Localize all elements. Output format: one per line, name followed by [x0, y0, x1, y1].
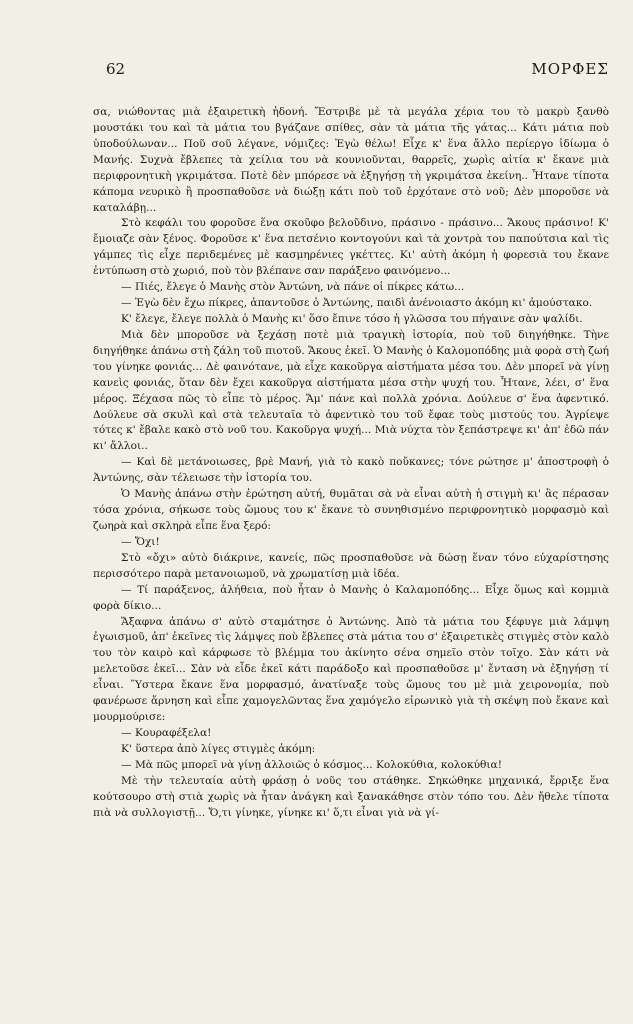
- dialogue-line: — Καὶ δὲ μετάνοιωσες, βρὲ Μανή, γιὰ τὸ κακὸ ποὔκανες; τόνε ρώτησε μ' ἀποστροφὴ ὁ Ἀντώνης, σὰν τέλειωσε τὴν ἱστορία του.: [93, 456, 609, 485]
- paragraph: Κ' ὕστερα ἀπὸ λίγες στιγμὲς ἀκόμη:: [121, 742, 316, 755]
- paragraph: Μιὰ δὲν μποροῦσε νὰ ξεχάσῃ ποτὲ μιὰ τραγικὴ ἱστορία, ποὺ τοῦ διηγήθηκε. Τὴνε διηγήθηκε ἀπάνω στὴ ζάλη τοῦ πιοτοῦ. Ἄκους ἐκεῖ. Ὁ Μανὴς ὁ Καλομοπόδης μιὰ φορὰ στὴ ζωή του γίνηκε φονιάς... Δὲ φαινότανε, μὰ εἶχε κακοῦργα αἰστήματα μέσα του. Δὲν μπορεῖ νὰ γίνῃ κανεὶς φονιάς, ὅταν δὲν ἔχει κακοῦργα αἰστήματα μέσα στὴν ψυχή του. Ἦτανε, λέει, σ' ἕνα μέρος. Ξέχασα πῶς τὸ εἶπε τὸ μέρος. Ἄμ' πάνε καὶ πολλὰ χρόνια. Δούλευε σ' ἕνα ἀφεντικό. Δούλευε σὰ σκυλὶ καὶ στὰ τελευταῖα τὸ ἀφεντικὸ του τοῦ ἔφαε τοὺς μιστούς του. Ἀγρίεψε τότες κ' ἔβαλε κακὸ στὸ νοῦ του. Κακοῦργα ψυχή... Μιὰ νύχτα τὸν ξεπάστρεψε κι' ἀπ' ἐδῶ πάν κι' ἄλλοι..: [93, 328, 609, 453]
- paragraph: Κ' ἔλεγε, ἔλεγε πολλὰ ὁ Μανὴς κι' ὅσο ἔπινε τόσο ἡ γλῶσσα του πήγαινε σὰν ψαλίδι.: [121, 312, 583, 325]
- dialogue-line: — Κουραφέξελα!: [121, 726, 212, 739]
- dialogue-line: — Ἐγὼ δὲν ἔχω πίκρες, ἀπαντοῦσε ὁ Ἀντώνης, παιδὶ ἀνένοιαστο ἀκόμη κι' ἀμούστακο.: [121, 297, 593, 310]
- dialogue-line: — Πιές, ἔλεγε ὁ Μανὴς στὸν Ἀντώνη, νὰ πάνε οἱ πίκρες κάτω...: [121, 281, 465, 294]
- dialogue-line: — Μὰ πῶς μπορεῖ νὰ γίνῃ ἀλλοιῶς ὁ κόσμος... Κολοκύθια, κολοκύθια!: [121, 758, 502, 771]
- paragraph: Στὸ κεφάλι του φοροῦσε ἕνα σκοῦφο βελοῦδινο, πράσινο - πράσινο... Ἄκους πράσινο! Κ' ἔμοιαζε σὰν ξένος. Φοροῦσε κ' ἕνα πετσένιο κοντογούνι καὶ τὰ χοντρὰ του παπούτσια καὶ τὶς γάμπες τὶς εἶχε περιδεμένες μὲ κασμηρένιες γκέττες. Κι' αὐτὴ ἀκόμη ἡ φορεσιὰ του ἔκανε ἐντύπωση στὸ χωριό, ποὺ τὸν βλέπανε σαν παράξενο φαινόμενο...: [93, 217, 609, 278]
- dialogue-line: — Τί παράξενος, ἀλήθεια, ποὺ ἦταν ὁ Μανὴς ὁ Καλαμοπόδης... Εἶχε ὅμως καὶ κομμιὰ φορὰ δίκιο...: [93, 583, 609, 612]
- paragraph: Ὁ Μανὴς ἀπάνω στὴν ἐρώτηση αὐτή, θυμᾶται σὰ νὰ εἶναι αὐτὴ ἡ στιγμὴ κι' ἃς πέρασαν τόσα χρόνια, σήκωσε τοὺς ὤμους του κ' ἔκανε τὸ συνηθισμένο περιφρονητικὸ μορφασμὸ καὶ ζωηρὰ καὶ σκληρὰ εἶπε ἕνα ξερό:: [93, 488, 609, 532]
- running-title: ΜΟΡΦΕΣ: [531, 60, 609, 78]
- dialogue-line: — Ὄχι!: [121, 535, 160, 548]
- paragraph: σα, νιώθοντας μιὰ ἐξαιρετικὴ ἡδονή. Ἔστριβε μὲ τὰ μεγάλα χέρια του τὸ μακρὺ ξανθὸ μουστάκι του καὶ τὰ μάτια του βγάζανε σπίθες, σὰν τὰ μάτια τῆς γάτας... Κάτι μάτια ποὺ ὑποδούλωναν... Ποῦ σοῦ λέγανε, νόμιζες: Ἐγὼ θέλω! Εἶχε κ' ἕνα ἄλλο περίεργο ἰδίωμα ὁ Μανής. Συχνὰ ἔβλεπες τὰ χείλια του νὰ κουνιοῦνται, θαρρεῖς, χωρὶς αἰτία κ' ἔκανε μιὰ περιφρονητικὴ γκριμάτσα. Ποτὲ δὲν μπόρεσε νὰ ἐξηγήσῃ τὴ γκριμάτσα ἐκείνη.. Ἦτανε τίποτα κάπομα νευρικὸ ἢ προσπαθοῦσε νὰ διώξῃ κάτι ποὺ τοῦ ἐρχότανε στὸ νοῦ; Δὲν μποροῦσε νὰ καταλάβῃ...: [93, 106, 609, 214]
- paragraph: Ἄξαφνα ἀπάνω σ' αὐτὸ σταμάτησε ὁ Ἀντώνης. Ἀπὸ τὰ μάτια του ξέφυγε μιὰ λάμψη ἐγωισμοῦ, ἀπ' ἐκεῖνες τὶς λάμψες ποὺ ἔβλεπες στὰ μάτια του σ' ἐξαιρετικὲς στιγμὲς στὸν καλὸ του τὸν καιρὸ καὶ κάρφωσε τὸ βλέμμα του ἀκίνητο σένα σημεῖο στὸν τοῖχο. Σὰν κάτι νὰ μελετοῦσε ἐκεῖ... Σὰν νὰ εἶδε ἐκεῖ κάτι παράδοξο καὶ προσπαθοῦσε μ' ἔνταση νὰ ἐξηγήσῃ τί εἶναι. Ὕστερα ἔκανε ἕνα μορφασμό, ἀνατίναξε τοὺς ὤμους του μὲ μιὰ χειρονομία, ποὺ φανέρωσε ἄρνηση καὶ εἶπε χαμογελῶντας ἕνα χαμόγελο εἰρωνικὸ γιὰ τὴ σκέψη ποὺ ἔκανε καὶ μουρμούρισε:: [93, 615, 609, 724]
- paragraph: Στὸ «ὄχι» αὐτὸ διάκρινε, κανείς, πῶς προσπαθοῦσε νὰ δώσῃ ἕναν τόνο εὐχαρίστησης περισσότερο παρὰ μετανοιωμοῦ, νὰ χρωματίσῃ μιὰ ἰδέα.: [93, 551, 609, 580]
- paragraph: Μὲ τὴν τελευταία αὐτὴ φράσῃ ὁ νοῦς του στάθηκε. Σηκώθηκε μηχανικά, ἔρριξε ἕνα κούτσουρο στὴ στιὰ χωρὶς νὰ ἦταν ἀνάγκη καὶ ξανακάθησε στὸν τόπο του. Δὲν ἤθελε τίποτα πιὰ νὰ συλλογιστῇ... Ὄ,τι γίνηκε, γίνηκε κι' ὅ,τι εἶναι γιὰ νὰ γί-: [93, 774, 609, 819]
- page-header: [93, 60, 609, 80]
- page-number: 62: [106, 60, 126, 78]
- body-text: [93, 105, 609, 821]
